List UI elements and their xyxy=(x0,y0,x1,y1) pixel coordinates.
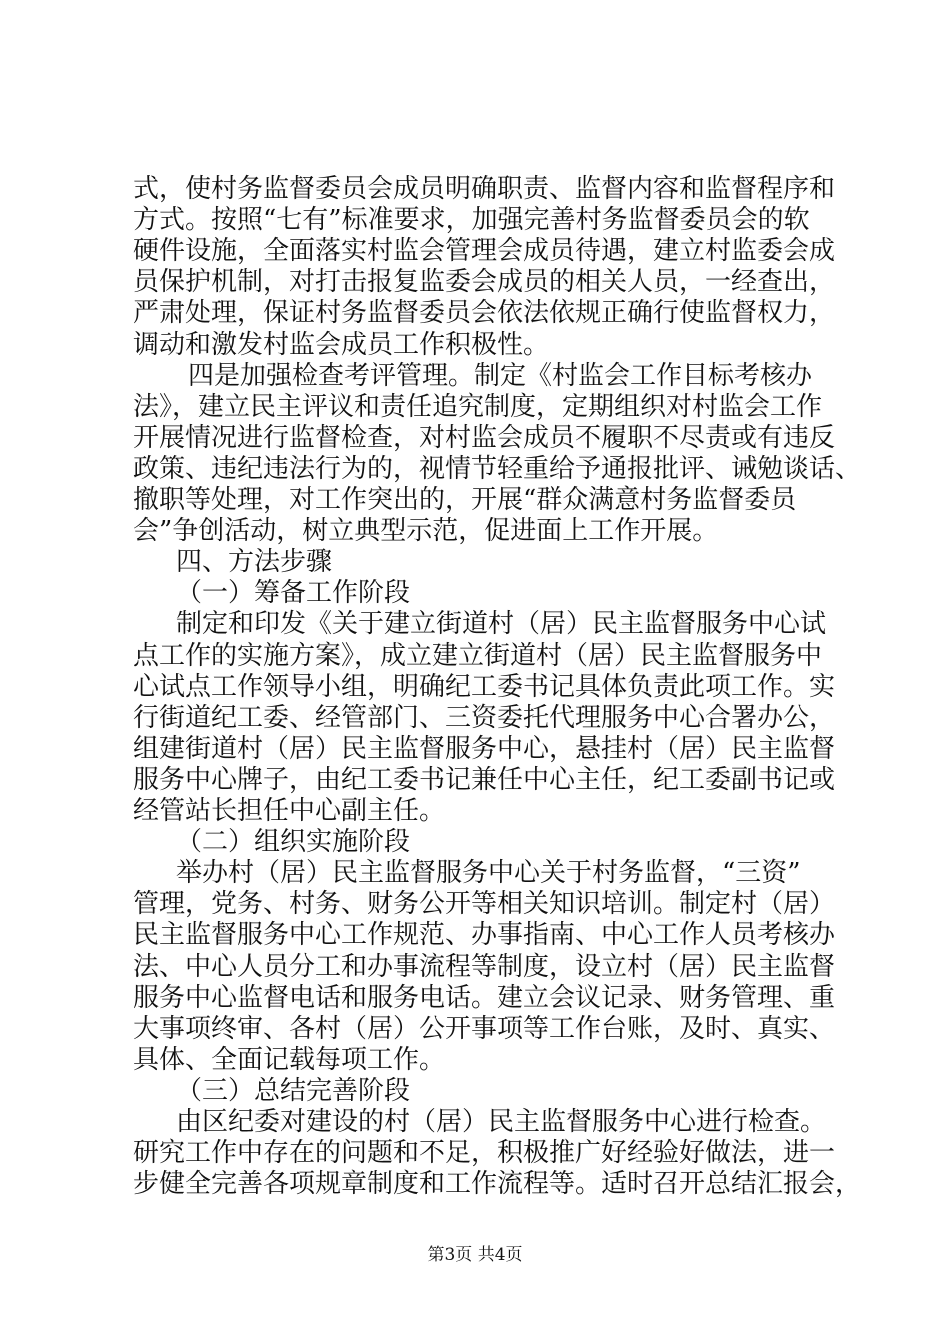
body-text-line: 开展情况进行监督检查，对村监会成员不履职不尽责或有违反 xyxy=(133,423,836,453)
body-text-line: 法、中心人员分工和办事流程等制度，设立村（居）民主监督 xyxy=(133,952,836,982)
body-text-line: 员保护机制，对打击报复监委会成员的相关人员，一经查出， xyxy=(133,267,836,297)
body-text-line: 经管站长担任中心副主任。 xyxy=(133,796,446,826)
body-text-line: 会”争创活动，树立典型示范，促进面上工作开展。 xyxy=(133,516,719,546)
section-heading: 四、方法步骤 xyxy=(176,547,333,577)
body-text-line: 组建街道村（居）民主监督服务中心，悬挂村（居）民主监督 xyxy=(133,734,836,764)
body-text-line: 硬件设施，全面落实村监会管理会成员待遇，建立村监委会成 xyxy=(133,236,836,266)
body-text-line: 撤职等处理，对工作突出的，开展“群众满意村务监督委员 xyxy=(133,485,797,515)
body-text-line: 服务中心监督电话和服务电话。建立会议记录、财务管理、重 xyxy=(133,983,836,1013)
body-text-line: 行街道纪工委、经管部门、三资委托代理服务中心合署办公， xyxy=(133,703,836,733)
body-text-line: 举办村（居）民主监督服务中心关于村务监督，“三资” xyxy=(176,858,801,888)
body-text-line: 步健全完善各项规章制度和工作流程等。适时召开总结汇报会， xyxy=(133,1169,862,1199)
body-text-line: 研究工作中存在的问题和不足，积极推广好经验好做法，进一 xyxy=(133,1138,836,1168)
body-text-line: 民主监督服务中心工作规范、办事指南、中心工作人员考核办 xyxy=(133,920,836,950)
subsection-heading: （三）总结完善阶段 xyxy=(176,1076,411,1106)
body-text-line: 由区纪委对建设的村（居）民主监督服务中心进行检查。 xyxy=(176,1107,827,1137)
body-text-line: 政策、违纪违法行为的，视情节轻重给予通报批评、诫勉谈话、 xyxy=(133,454,862,484)
body-text-line: 法》，建立民主评议和责任追究制度，定期组织对村监会工作 xyxy=(133,392,823,422)
body-text-line: 调动和激发村监会成员工作积极性。 xyxy=(133,330,550,360)
body-text-line: 式，使村务监督委员会成员明确职责、监督内容和监督程序和 xyxy=(133,174,836,204)
subsection-heading: （一）筹备工作阶段 xyxy=(176,578,411,608)
body-text-line: 点工作的实施方案》，成立建立街道村（居）民主监督服务中 xyxy=(133,641,823,671)
subsection-heading: （二）组织实施阶段 xyxy=(176,827,411,857)
body-text-line: 方式。按照“七有”标准要求，加强完善村务监督委员会的软 xyxy=(133,205,810,235)
body-text-line: 具体、全面记载每项工作。 xyxy=(133,1045,446,1075)
body-text-line: 心试点工作领导小组，明确纪工委书记具体负责此项工作。实 xyxy=(133,672,836,702)
body-text-line: 四是加强检查考评管理。制定《村监会工作目标考核办 xyxy=(188,361,813,391)
body-text-line: 制定和印发《关于建立街道村（居）民主监督服务中心试 xyxy=(176,609,827,639)
body-text-line: 服务中心牌子，由纪工委书记兼任中心主任，纪工委副书记或 xyxy=(133,765,836,795)
page-number-footer: 第3页 共4页 xyxy=(427,1245,523,1265)
body-text-line: 严肃处理，保证村务监督委员会依法依规正确行使监督权力， xyxy=(133,298,836,328)
body-text-line: 大事项终审、各村（居）公开事项等工作台账，及时、真实、 xyxy=(133,1014,836,1044)
body-text-line: 管理，党务、村务、财务公开等相关知识培训。制定村（居） xyxy=(133,889,836,919)
